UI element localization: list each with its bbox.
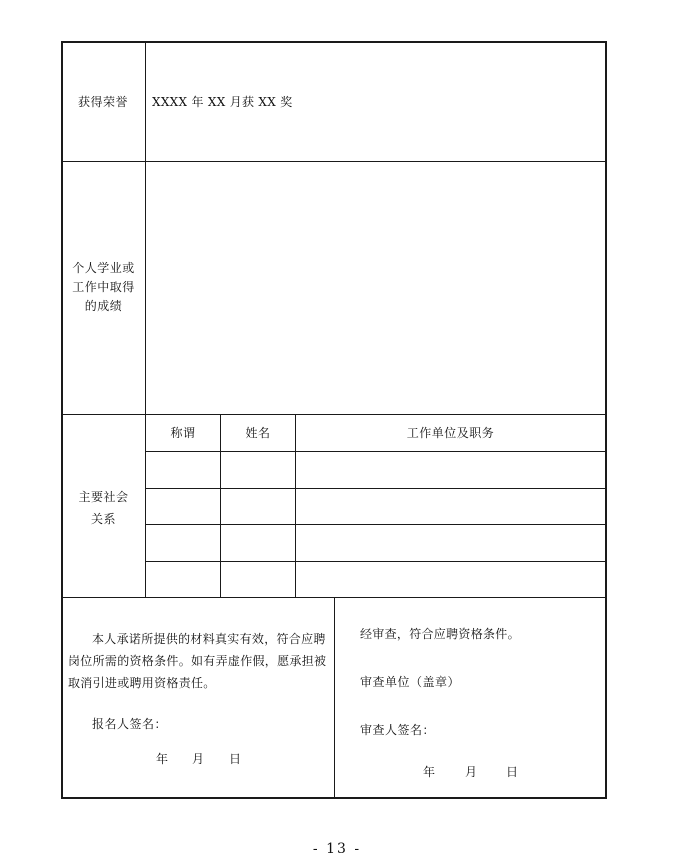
form-border-right [605, 41, 607, 799]
achievements-label [62, 259, 145, 316]
achievements-section-bottom [62, 414, 606, 415]
applicant-date-day: 日 [229, 752, 242, 766]
achievements-label-line-1: 个人学业或 [72, 261, 135, 275]
applicant-date-month: 月 [192, 752, 205, 766]
relations-label-line-2: 关系 [90, 512, 116, 526]
relations-col-divider-1 [220, 415, 221, 597]
pledge-review-divider [334, 598, 335, 798]
review-date-day: 日 [506, 765, 519, 779]
relations-label-line-1: 主要社会 [78, 490, 129, 504]
review-result: 经审查，符合应聘资格条件。 [360, 627, 520, 641]
label-column-divider [145, 42, 146, 597]
achievements-label-line-3: 的成绩 [84, 299, 123, 313]
relations-col-employer: 工作单位及职务 [406, 426, 495, 440]
honors-value: XXXX 年 XX 月获 XX 奖 [152, 95, 293, 109]
achievements-value[interactable] [152, 170, 600, 406]
relations-header-bottom [145, 451, 606, 452]
relations-label [62, 486, 145, 530]
pledge-line-1: 本人承诺所提供的材料真实有效，符合应聘 [92, 632, 326, 646]
review-date-month: 月 [465, 765, 478, 779]
honors-section-bottom [62, 161, 606, 162]
relations-row-line-1 [145, 488, 606, 489]
form-border-top [61, 41, 607, 43]
reviewer-signature-label: 审查人签名： [360, 723, 436, 737]
honors-label: 获得荣誉 [78, 95, 129, 109]
pledge-line-2: 岗位所需的资格条件。如有弄虚作假，愿承担被 [68, 654, 327, 668]
relations-row-line-3 [145, 561, 606, 562]
relations-col-divider-2 [295, 415, 296, 597]
review-unit-label: 审查单位（盖章） [360, 675, 461, 689]
applicant-signature-label: 报名人签名： [92, 717, 168, 731]
form-border-left [61, 41, 63, 799]
page-number: - 13 - [312, 841, 362, 857]
applicant-date-year: 年 [156, 752, 169, 766]
pledge-line-3: 取消引进或聘用资格责任。 [68, 676, 216, 690]
achievements-label-line-2: 工作中取得 [72, 280, 135, 294]
relations-col-title: 称谓 [170, 426, 196, 440]
review-date-year: 年 [423, 765, 436, 779]
relations-row-line-2 [145, 524, 606, 525]
relations-col-name: 姓名 [245, 426, 271, 440]
